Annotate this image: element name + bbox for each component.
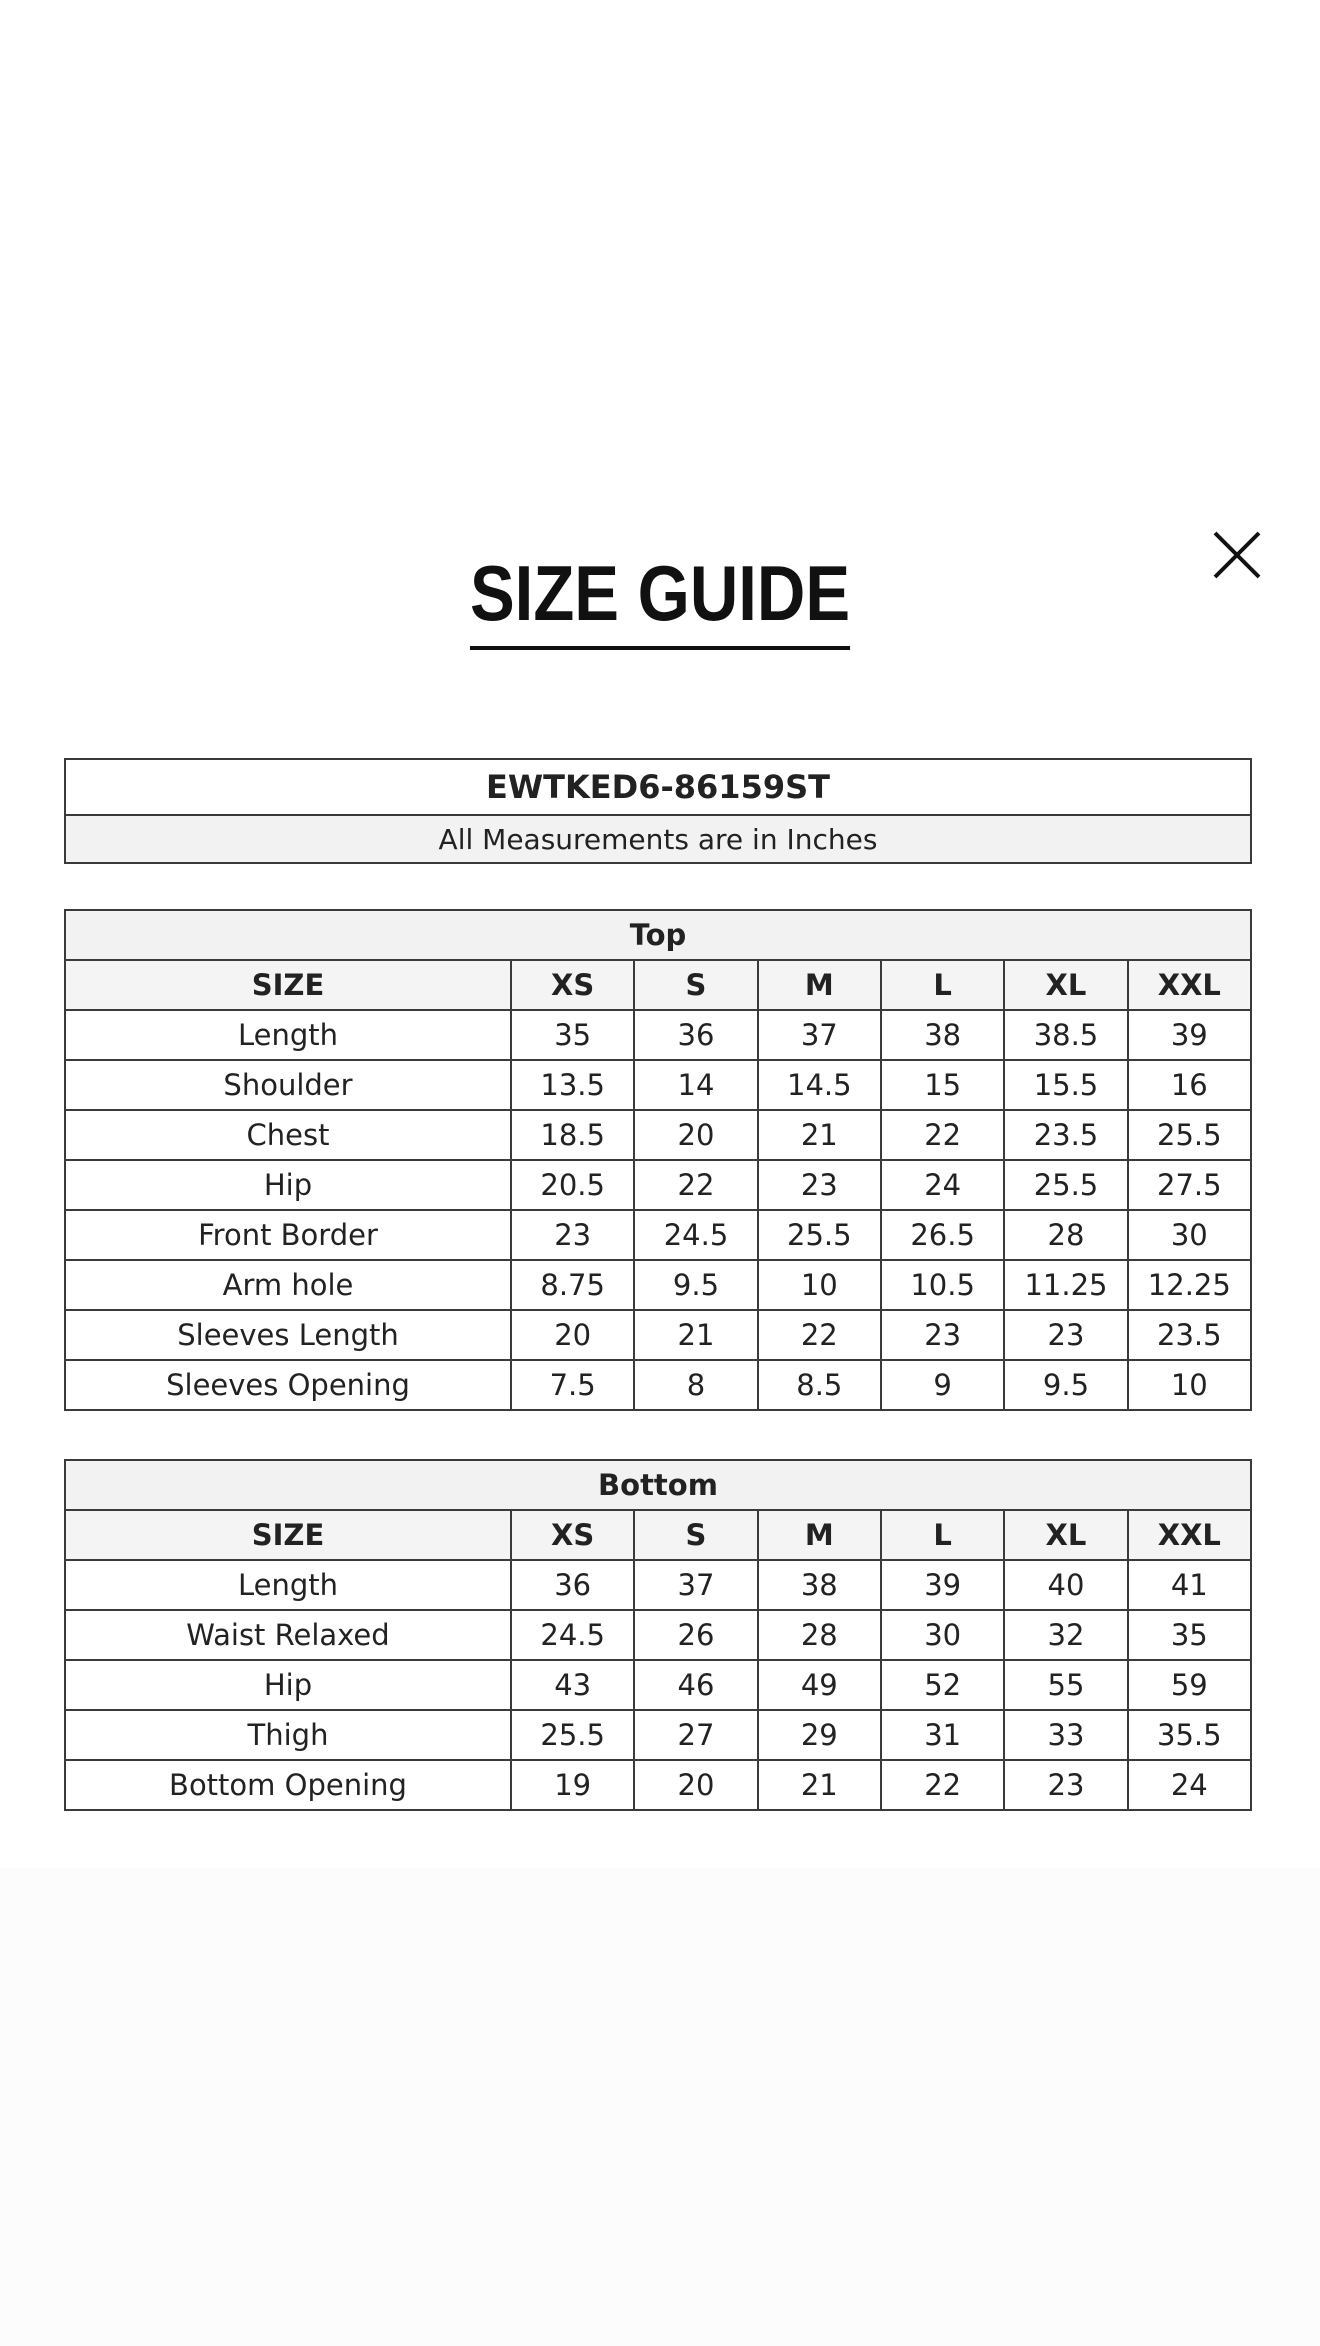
measurement-value: 49 <box>758 1660 881 1710</box>
measurement-value: 25.5 <box>1128 1110 1251 1160</box>
measurement-value: 8.5 <box>758 1360 881 1410</box>
measurement-label: Sleeves Opening <box>65 1360 511 1410</box>
measurement-label: Hip <box>65 1660 511 1710</box>
title-wrap <box>0 548 1320 650</box>
measurement-value: 25.5 <box>1004 1160 1127 1210</box>
size-header-cell: XXL <box>1128 960 1251 1010</box>
table-row <box>65 1710 1251 1760</box>
product-code: EWTKED6-86159ST <box>65 759 1251 815</box>
measurement-value: 59 <box>1128 1660 1251 1710</box>
measurement-value: 15 <box>881 1060 1004 1110</box>
section-title-top: Top <box>65 910 1251 960</box>
table-row <box>65 1560 1251 1610</box>
measurement-label: Length <box>65 1010 511 1060</box>
measurement-value: 21 <box>634 1310 757 1360</box>
product-header-table <box>64 758 1252 864</box>
measurement-value: 25.5 <box>511 1710 634 1760</box>
measurement-value: 35.5 <box>1128 1710 1251 1760</box>
measurement-value: 36 <box>511 1560 634 1610</box>
measurement-value: 12.25 <box>1128 1260 1251 1310</box>
measurement-value: 29 <box>758 1710 881 1760</box>
size-header-row <box>65 1510 1251 1560</box>
size-header-cell: M <box>758 960 881 1010</box>
size-header-cell: S <box>634 960 757 1010</box>
measurement-value: 13.5 <box>511 1060 634 1110</box>
size-header-cell: XS <box>511 960 634 1010</box>
measurement-label: Shoulder <box>65 1060 511 1110</box>
table-row <box>65 1210 1251 1260</box>
measurement-value: 7.5 <box>511 1360 634 1410</box>
measurement-value: 9.5 <box>1004 1360 1127 1410</box>
table-row <box>65 1360 1251 1410</box>
measurement-value: 24.5 <box>634 1210 757 1260</box>
measurement-value: 39 <box>881 1560 1004 1610</box>
measurement-value: 27 <box>634 1710 757 1760</box>
measurement-value: 23 <box>881 1310 1004 1360</box>
table-row <box>65 1660 1251 1710</box>
measurement-value: 38.5 <box>1004 1010 1127 1060</box>
size-header-cell: XL <box>1004 1510 1127 1560</box>
bottom-size-table <box>64 1459 1252 1811</box>
measurement-value: 23 <box>1004 1310 1127 1360</box>
table-row <box>65 1110 1251 1160</box>
measurement-value: 31 <box>881 1710 1004 1760</box>
measurement-value: 20.5 <box>511 1160 634 1210</box>
measurement-value: 20 <box>634 1110 757 1160</box>
measurement-label: Chest <box>65 1110 511 1160</box>
measurement-value: 8.75 <box>511 1260 634 1310</box>
measurement-value: 27.5 <box>1128 1160 1251 1210</box>
measurement-value: 32 <box>1004 1610 1127 1660</box>
measurement-value: 33 <box>1004 1710 1127 1760</box>
measurement-value: 37 <box>634 1560 757 1610</box>
size-header-cell: L <box>881 960 1004 1010</box>
measurement-value: 40 <box>1004 1560 1127 1610</box>
measurement-value: 16 <box>1128 1060 1251 1110</box>
top-size-table <box>64 909 1252 1411</box>
measurement-value: 52 <box>881 1660 1004 1710</box>
table-row <box>65 1260 1251 1310</box>
size-header-cell: S <box>634 1510 757 1560</box>
measurement-value: 41 <box>1128 1560 1251 1610</box>
size-header-cell: XXL <box>1128 1510 1251 1560</box>
measurement-value: 36 <box>634 1010 757 1060</box>
measurement-label: Arm hole <box>65 1260 511 1310</box>
measurement-value: 18.5 <box>511 1110 634 1160</box>
table-row <box>65 1160 1251 1210</box>
measurement-value: 25.5 <box>758 1210 881 1260</box>
measurement-value: 22 <box>758 1310 881 1360</box>
measurement-value: 14 <box>634 1060 757 1110</box>
measurement-value: 30 <box>1128 1210 1251 1260</box>
measurement-value: 14.5 <box>758 1060 881 1110</box>
measurement-label: Front Border <box>65 1210 511 1260</box>
measurement-value: 15.5 <box>1004 1060 1127 1110</box>
measurement-note: All Measurements are in Inches <box>65 815 1251 863</box>
size-header-label: SIZE <box>65 1510 511 1560</box>
measurement-value: 22 <box>634 1160 757 1210</box>
measurement-label: Waist Relaxed <box>65 1610 511 1660</box>
table-row <box>65 1060 1251 1110</box>
measurement-value: 9.5 <box>634 1260 757 1310</box>
size-header-row <box>65 960 1251 1010</box>
size-header-cell: M <box>758 1510 881 1560</box>
measurement-value: 10 <box>758 1260 881 1310</box>
measurement-label: Hip <box>65 1160 511 1210</box>
measurement-value: 20 <box>511 1310 634 1360</box>
size-header-label: SIZE <box>65 960 511 1010</box>
size-header-cell: XS <box>511 1510 634 1560</box>
measurement-value: 23.5 <box>1004 1110 1127 1160</box>
measurement-value: 37 <box>758 1010 881 1060</box>
measurement-value: 30 <box>881 1610 1004 1660</box>
measurement-value: 39 <box>1128 1010 1251 1060</box>
measurement-label: Thigh <box>65 1710 511 1760</box>
measurement-label: Bottom Opening <box>65 1760 511 1810</box>
measurement-value: 38 <box>881 1010 1004 1060</box>
measurement-value: 10 <box>1128 1360 1251 1410</box>
measurement-value: 28 <box>758 1610 881 1660</box>
measurement-value: 10.5 <box>881 1260 1004 1310</box>
measurement-value: 21 <box>758 1760 881 1810</box>
measurement-value: 11.25 <box>1004 1260 1127 1310</box>
measurement-label: Length <box>65 1560 511 1610</box>
table-row <box>65 1760 1251 1810</box>
measurement-value: 38 <box>758 1560 881 1610</box>
measurement-value: 23 <box>511 1210 634 1260</box>
measurement-value: 21 <box>758 1110 881 1160</box>
measurement-value: 23 <box>758 1160 881 1210</box>
measurement-value: 35 <box>1128 1610 1251 1660</box>
measurement-value: 19 <box>511 1760 634 1810</box>
measurement-value: 23 <box>1004 1760 1127 1810</box>
measurement-value: 26 <box>634 1610 757 1660</box>
measurement-value: 20 <box>634 1760 757 1810</box>
modal-title: SIZE GUIDE <box>470 548 850 650</box>
size-header-cell: L <box>881 1510 1004 1560</box>
page-footer-area <box>0 1868 1320 2346</box>
table-row <box>65 1010 1251 1060</box>
measurement-value: 28 <box>1004 1210 1127 1260</box>
measurement-value: 43 <box>511 1660 634 1710</box>
measurement-value: 26.5 <box>881 1210 1004 1260</box>
measurement-value: 22 <box>881 1760 1004 1810</box>
measurement-label: Sleeves Length <box>65 1310 511 1360</box>
measurement-value: 24 <box>881 1160 1004 1210</box>
measurement-value: 35 <box>511 1010 634 1060</box>
measurement-value: 55 <box>1004 1660 1127 1710</box>
measurement-value: 23.5 <box>1128 1310 1251 1360</box>
measurement-value: 24.5 <box>511 1610 634 1660</box>
size-header-cell: XL <box>1004 960 1127 1010</box>
measurement-value: 24 <box>1128 1760 1251 1810</box>
table-row <box>65 1310 1251 1360</box>
measurement-value: 46 <box>634 1660 757 1710</box>
section-title-bottom: Bottom <box>65 1460 1251 1510</box>
measurement-value: 22 <box>881 1110 1004 1160</box>
measurement-value: 9 <box>881 1360 1004 1410</box>
measurement-value: 8 <box>634 1360 757 1410</box>
table-row <box>65 1610 1251 1660</box>
